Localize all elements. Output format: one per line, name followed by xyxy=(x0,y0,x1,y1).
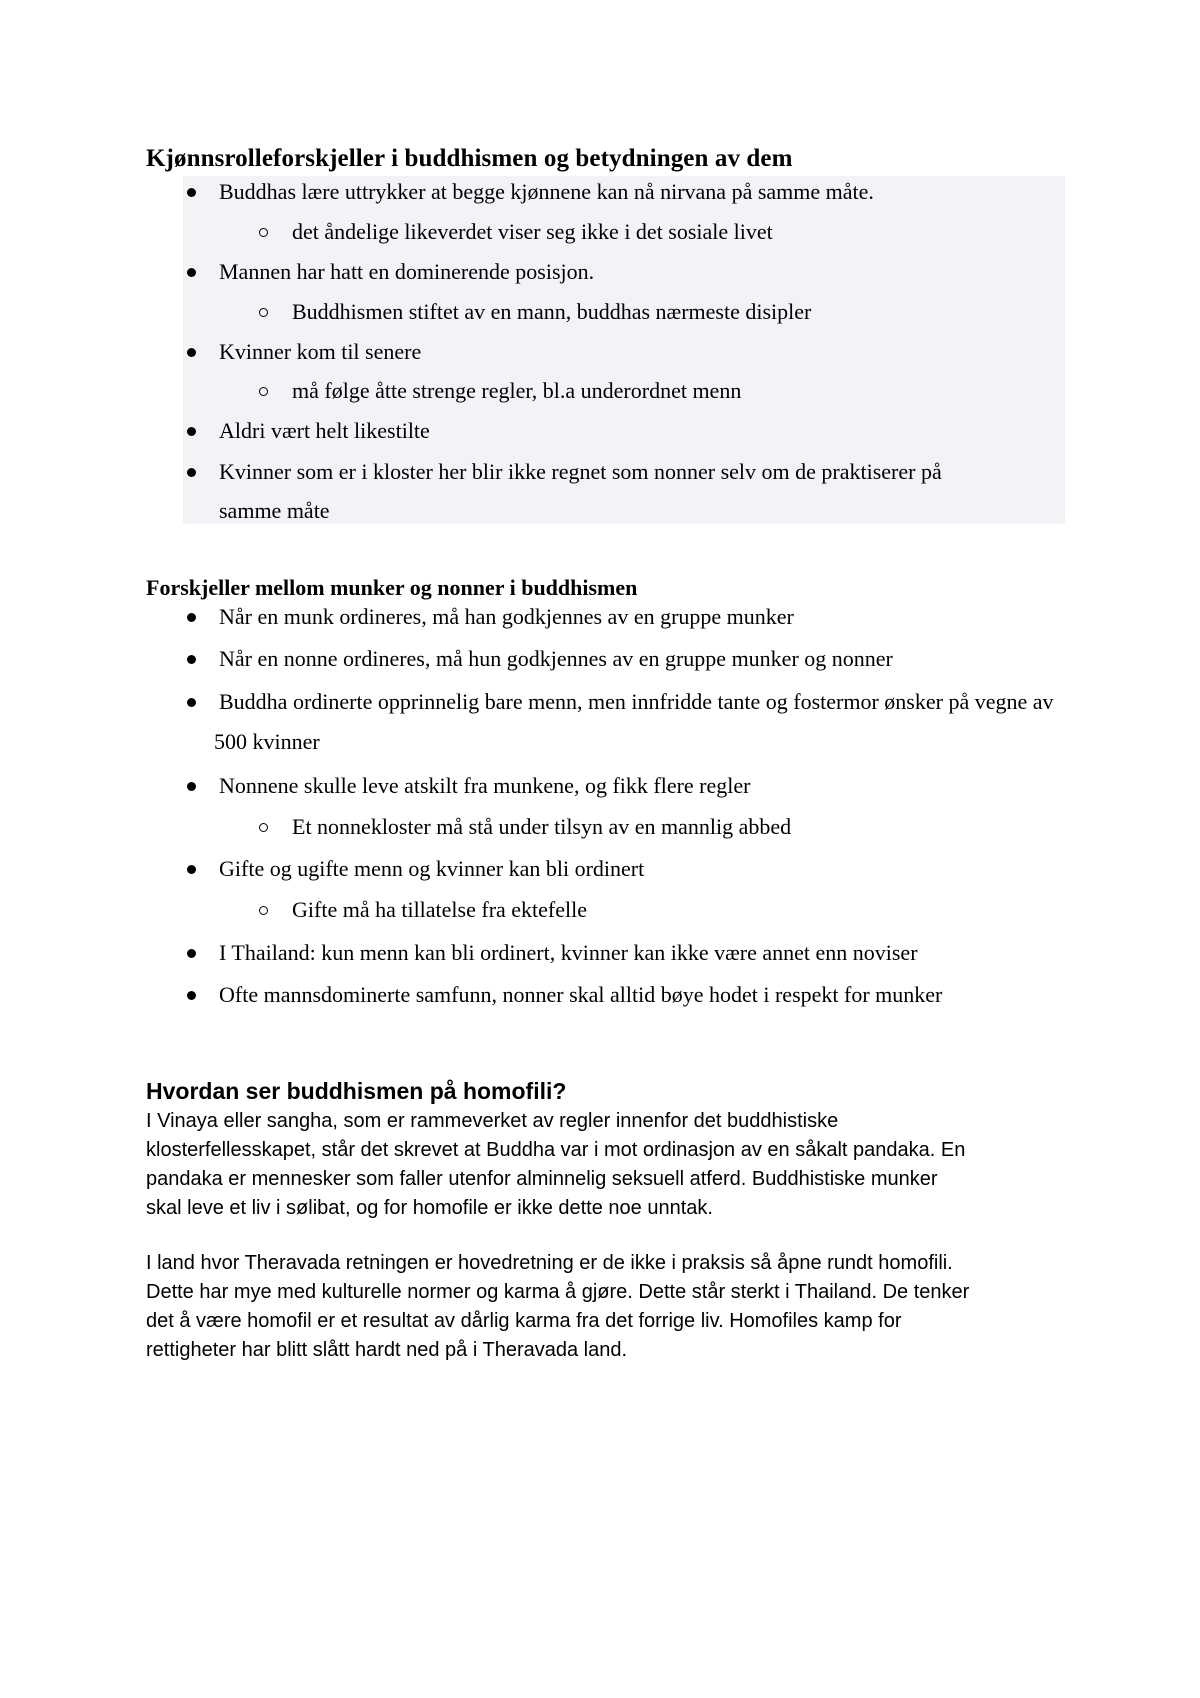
bullet-hollow-icon xyxy=(259,906,268,915)
list-item: Buddhas lære uttrykker at begge kjønnene kan nå nirvana på samme måte. xyxy=(219,179,874,204)
list-item: Aldri vært helt likestilte xyxy=(219,418,430,443)
list-item: Når en nonne ordineres, må hun godkjennes av en gruppe munker og nonner xyxy=(219,646,893,671)
list-item: Gifte må ha tillatelse fra ektefelle xyxy=(292,897,588,922)
paragraph-line: skal leve et liv i sølibat, og for homofile er ikke dette noe unntak. xyxy=(146,1197,713,1219)
list-item: Kvinner kom til senere xyxy=(219,339,422,364)
list-item: Ofte mannsdominerte samfunn, nonner skal alltid bøye hodet i respekt for munker xyxy=(219,982,943,1007)
bullet-hollow-icon xyxy=(259,308,268,317)
paragraph-line: I land hvor Theravada retningen er hovedretning er de ikke i praksis så åpne rundt homofili. xyxy=(146,1252,953,1274)
bullet-filled-icon xyxy=(187,949,196,958)
bullet-filled-icon xyxy=(187,188,196,197)
list-item-continuation: 500 kvinner xyxy=(214,729,320,754)
section3-title: Hvordan ser buddhismen på homofili? xyxy=(146,1078,567,1104)
bullet-filled-icon xyxy=(187,865,196,874)
paragraph-line: pandaka er mennesker som faller utenfor alminnelig seksuell atferd. Buddhistiske munker xyxy=(146,1168,938,1190)
bullet-filled-icon xyxy=(187,655,196,664)
bullet-filled-icon xyxy=(187,613,196,622)
list-item: Kvinner som er i kloster her blir ikke regnet som nonner selv om de praktiserer på xyxy=(219,459,942,484)
section3-paragraph-2 xyxy=(146,1249,1096,1365)
list-item: må følge åtte strenge regler, bl.a underordnet menn xyxy=(292,378,742,403)
list-item: Nonnene skulle leve atskilt fra munkene, og fikk flere regler xyxy=(219,773,751,798)
paragraph-line: det å være homofil er et resultat av dårlig karma fra det forrige liv. Homofiles kamp for xyxy=(146,1310,902,1332)
list-item: Buddha ordinerte opprinnelig bare menn, men innfridde tante og fostermor ønsker på vegne av xyxy=(219,689,1054,714)
list-item: Mannen har hatt en dominerende posisjon. xyxy=(219,259,595,284)
section2-title: Forskjeller mellom munker og nonner i buddhismen xyxy=(146,575,638,600)
bullet-hollow-icon xyxy=(259,228,268,237)
bullet-filled-icon xyxy=(187,348,196,357)
paragraph-line: I Vinaya eller sangha, som er rammeverket av regler innenfor det buddhistiske xyxy=(146,1110,839,1132)
paragraph-line: Dette har mye med kulturelle normer og karma å gjøre. Dette står sterkt i Thailand. De tenker xyxy=(146,1281,970,1303)
bullet-filled-icon xyxy=(187,268,196,277)
list-item: I Thailand: kun menn kan bli ordinert, kvinner kan ikke være annet enn noviser xyxy=(219,940,918,965)
bullet-filled-icon xyxy=(187,698,196,707)
list-item: det åndelige likeverdet viser seg ikke i det sosiale livet xyxy=(292,219,773,244)
bullet-filled-icon xyxy=(187,427,196,436)
paragraph-line: rettigheter har blitt slått hardt ned på i Theravada land. xyxy=(146,1339,628,1361)
list-item: Gifte og ugifte menn og kvinner kan bli ordinert xyxy=(219,856,645,881)
list-item-continuation: samme måte xyxy=(219,498,330,523)
paragraph-line: klosterfellesskapet, står det skrevet at Buddha var i mot ordinasjon av en såkalt pandaka. En xyxy=(146,1139,966,1161)
bullet-hollow-icon xyxy=(259,823,268,832)
list-item: Buddhismen stiftet av en mann, buddhas nærmeste disipler xyxy=(292,299,812,324)
list-item: Et nonnekloster må stå under tilsyn av en mannlig abbed xyxy=(292,814,792,839)
bullet-filled-icon xyxy=(187,468,196,477)
list-item: Når en munk ordineres, må han godkjennes av en gruppe munker xyxy=(219,604,794,629)
bullet-filled-icon xyxy=(187,991,196,1000)
section1-title: Kjønnsrolleforskjeller i buddhismen og betydningen av dem xyxy=(146,145,793,172)
bullet-hollow-icon xyxy=(259,387,268,396)
bullet-filled-icon xyxy=(187,782,196,791)
section3-paragraph-1 xyxy=(146,1107,1096,1223)
